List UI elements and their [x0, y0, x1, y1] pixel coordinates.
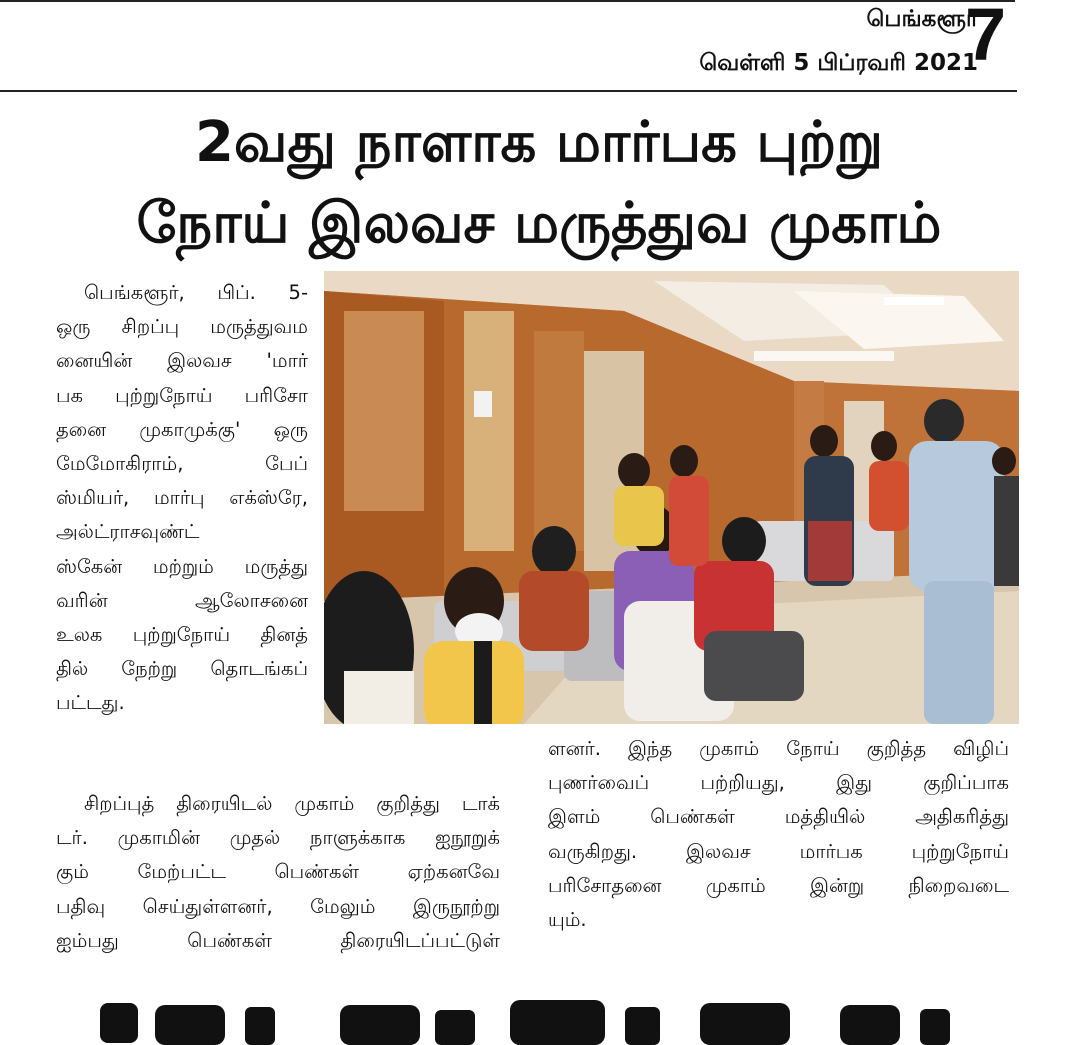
header-rule: [0, 90, 1017, 92]
article-line: பக புற்றுநோய் பரிசோ: [56, 383, 308, 407]
article-line: டர். முகாமின் முதல் நாளுக்காக ஐநூறுக்: [56, 826, 500, 850]
article-line: ஸ்மியர், மார்பு எக்ஸ்ரே,: [56, 486, 308, 510]
masthead-date: வெள்ளி 5 பிப்ரவரி 2021: [699, 50, 978, 76]
article-line: ளனர். இந்த முகாம் நோய் குறித்த விழிப்: [548, 737, 1009, 760]
masthead-city: பெங்களூர்: [866, 6, 978, 32]
hospital-waiting-room-photo-icon: [324, 271, 1019, 724]
article-line: பட்டது.: [56, 691, 125, 715]
article-line: யும்.: [548, 907, 587, 931]
article-line: புணர்வைப் பற்றியது, இது குறிப்பாக: [548, 771, 1009, 795]
article-line: தில் நேற்று தொடங்கப்: [56, 657, 308, 681]
article-line: அல்ட்ராசவுண்ட்: [56, 520, 200, 544]
article-line: வரின் ஆலோசனை: [56, 588, 308, 612]
next-headline-partial: [40, 985, 1040, 1045]
headline-line-2: நோய் இலவச மருத்துவ முகாம்: [136, 191, 942, 256]
headline-line-1: 2வது நாளாக மார்பக புற்று: [194, 110, 884, 175]
article-line: கும் மேற்பட்ட பெண்கள் ஏற்கனவே: [56, 860, 500, 884]
article-line: இளம் பெண்கள் மத்தியில் அதிகரித்து: [548, 805, 1009, 829]
article-right-column: [548, 732, 1009, 937]
article-line: ஒரு சிறப்பு மருத்துவம: [56, 315, 308, 339]
article-line: உலக புற்றுநோய் தினத்: [56, 622, 308, 646]
article-left-column: [56, 276, 308, 720]
top-rule: [0, 0, 1015, 2]
article-line: பரிசோதனை முகாம் இன்று நிறைவடை: [548, 873, 1009, 897]
article-line: பதிவு செய்துள்ளனர், மேலும் இருநூற்று: [56, 894, 500, 918]
article-line: ஸ்கேன் மற்றும் மருத்து: [56, 554, 308, 578]
article-line: மேமோகிராம், பேப்: [56, 451, 308, 475]
page-number: 7: [965, 0, 1007, 76]
article-line: தனை முகாமுக்கு' ஒரு: [56, 417, 308, 441]
article-line: னையின் இலவச 'மார்: [56, 349, 308, 373]
article-line: சிறப்புத் திரையிடல் முகாம் குறித்து டாக்: [84, 792, 500, 815]
article-line: வருகிறது. இலவச மார்பக புற்றுநோய்: [548, 839, 1009, 863]
article-bottom-left-column: [56, 787, 500, 958]
article-line: பெங்களூர், பிப். 5-: [84, 281, 308, 304]
article-line: ஐம்பது பெண்கள் திரையிடப்பட்டுள்: [56, 928, 500, 952]
